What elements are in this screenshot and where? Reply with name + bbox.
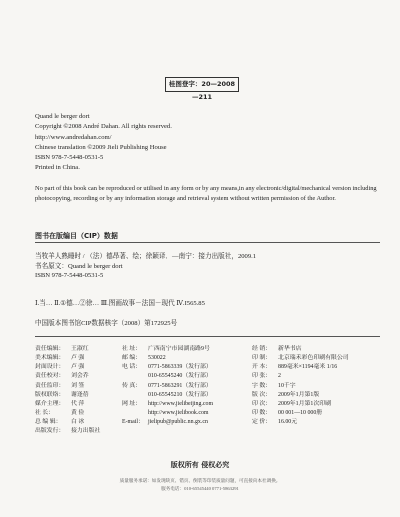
cip-entry-line: ISBN 978-7-5448-0531-5: [35, 272, 104, 280]
credit-key: 责任监印：: [35, 382, 65, 389]
credit-key: 传 真：: [122, 382, 142, 389]
credit-row: [122, 400, 213, 409]
credit-key: 印 数：: [252, 410, 272, 417]
credit-row: [35, 427, 100, 436]
credit-row: [122, 363, 213, 372]
credit-row: [35, 345, 100, 354]
credit-key: 印 次：: [252, 400, 272, 407]
credit-value: 白 冰: [71, 419, 85, 426]
copyright-line: Copyright ©2008 André Dahan. All rights reserved.: [35, 123, 172, 131]
isbn-line: ISBN 978-7-5448-0531-5: [35, 154, 104, 162]
credits-column-printing: [252, 345, 349, 427]
credit-key: 总 编 辑：: [35, 419, 62, 426]
credit-key: [122, 372, 148, 381]
credit-row: [35, 400, 100, 409]
registration-box: 桂图登字：20—2008—211: [165, 77, 239, 92]
divider-rule: [35, 336, 380, 337]
credit-row: [35, 372, 100, 381]
credit-key: 版 次：: [252, 391, 272, 398]
credit-key: 定 价：: [252, 419, 272, 426]
credit-value: 接力出版社: [71, 428, 101, 435]
credit-row: [252, 400, 349, 409]
credit-value: 卢 强: [71, 355, 85, 362]
credit-row: [122, 382, 213, 391]
cip-entry: [35, 252, 256, 281]
credit-row: [122, 409, 213, 418]
credit-row: [252, 372, 349, 381]
credit-value: http://www.jielibook.com: [148, 410, 209, 417]
quality-note: 质量服务承诺：如发现缺页、错页、倒装等印装质量问题，可直接向本社调换。: [119, 478, 281, 483]
credit-key: 美术编辑：: [35, 355, 65, 362]
cip-classification: Ⅰ.当… Ⅱ.①德…②徐… Ⅲ.图画故事－法国－现代 Ⅳ.I565.85: [35, 300, 205, 307]
credit-row: [252, 382, 349, 391]
credit-row: [35, 382, 100, 391]
credit-value: 0771-5863339（发行部）: [148, 364, 212, 371]
credit-key: 社 址：: [122, 346, 142, 352]
author-website: http://www.andredahan.com/: [35, 133, 112, 141]
credit-key: 封面设计：: [35, 364, 65, 371]
credit-row: [252, 418, 349, 427]
credit-key: 电 话：: [122, 364, 142, 371]
credit-key: 网 址：: [122, 400, 142, 407]
credit-row: [35, 418, 100, 427]
credit-value: 2: [278, 373, 281, 380]
credit-key: 印 制：: [252, 355, 272, 362]
credit-value: 00 001—10 000册: [278, 410, 323, 417]
credit-value: jielipub@public.nn.gx.cn: [148, 419, 208, 426]
service-phone: 服务电话：010-65545440 0771-5863291: [161, 486, 239, 491]
credit-key: 责任校对：: [35, 373, 65, 380]
rights-reserved: 版权所有 侵权必究: [170, 461, 230, 469]
credit-key: 印 张：: [252, 373, 272, 380]
cip-entry-line: 书名原文：Quand le berger dort: [35, 262, 123, 270]
credit-value: 谢逢蓓: [71, 391, 89, 398]
credit-row: [35, 354, 100, 363]
credit-key: 责任编辑：: [35, 346, 65, 352]
credit-value: 889毫米×1194毫米 1/16: [278, 364, 338, 371]
credit-row: [252, 363, 349, 372]
credit-row: [122, 418, 213, 427]
original-title: Quand le berger dort: [35, 113, 90, 120]
copyright-block: [35, 112, 172, 174]
credit-key: E-mail：: [122, 419, 144, 426]
credit-value: 代 萍: [71, 400, 85, 407]
credit-row: [252, 409, 349, 418]
credit-value: 0771-5863291（发行部）: [148, 382, 212, 389]
translation-copyright: Chinese translation ©2009 Jieli Publishing House: [35, 143, 167, 151]
credit-value: 王淑红: [71, 346, 89, 352]
credit-row: [122, 391, 213, 400]
credit-row: [122, 372, 213, 381]
cip-core-data: 中国版本图书馆CIP数据核字（2008）第172925号: [35, 320, 178, 327]
rights-notice: No part of this book can be reproduced or utilised in any form or by any means,in any electronic/digital/mechanical version including photocopying, recording or by any information storage and retrieval system without written permission of the Author.: [35, 185, 377, 203]
credit-value: 北京瑞禾彩色印刷有限公司: [278, 355, 349, 362]
credits-column-staff: [35, 345, 100, 437]
credit-row: [252, 345, 349, 354]
credit-value: 2009年1月第1版: [278, 391, 320, 398]
cip-heading: 图书在版编目（CIP）数据: [35, 232, 118, 240]
cip-entry-line: 当牧羊人熟睡时 / （法）德昂著、绘；徐颖译．—南宁：接力出版社，2009.1: [35, 253, 257, 260]
credit-value: 黄 俭: [71, 410, 85, 417]
credit-value: 010-65545240（发行部）: [148, 373, 212, 380]
divider-rule: [35, 242, 380, 243]
credits-column-publisher: [122, 345, 213, 427]
credit-value: 新华书店: [278, 346, 302, 352]
credit-row: [252, 354, 349, 363]
credit-key: 经 销：: [252, 346, 272, 352]
credit-row: [122, 354, 213, 363]
credit-key: 社 长：: [35, 410, 55, 417]
credit-row: [35, 391, 100, 400]
printed-in: Printed in China.: [35, 164, 80, 172]
credit-row: [35, 409, 100, 418]
credit-row: [252, 391, 349, 400]
credit-value: 卢 强: [71, 364, 85, 371]
credit-key: 开 本：: [252, 364, 272, 371]
credit-key: [122, 391, 148, 400]
credit-key: 邮 编：: [122, 355, 142, 362]
credit-key: 字 数：: [252, 382, 272, 389]
credit-value: 2009年1月第1次印刷: [278, 400, 332, 407]
credit-value: 10千字: [278, 382, 296, 389]
credit-row: [122, 345, 213, 354]
credit-key: 出版发行：: [35, 428, 65, 435]
credit-key: [122, 409, 148, 418]
credit-key: 版权联络：: [35, 391, 65, 398]
credit-key: 媒介主理：: [35, 400, 65, 407]
credit-value: http://www.jielibeijing.com: [148, 400, 214, 407]
credit-row: [35, 363, 100, 372]
credit-value: 530022: [148, 355, 166, 362]
credit-value: 刘会乔: [71, 373, 89, 380]
credit-value: 16.00元: [278, 419, 298, 426]
credit-value: 刘 签: [71, 382, 85, 389]
credit-value: 010-65545210（发行部）: [148, 391, 212, 398]
credit-value: 广西南宁市园湖南路9号: [148, 346, 210, 352]
